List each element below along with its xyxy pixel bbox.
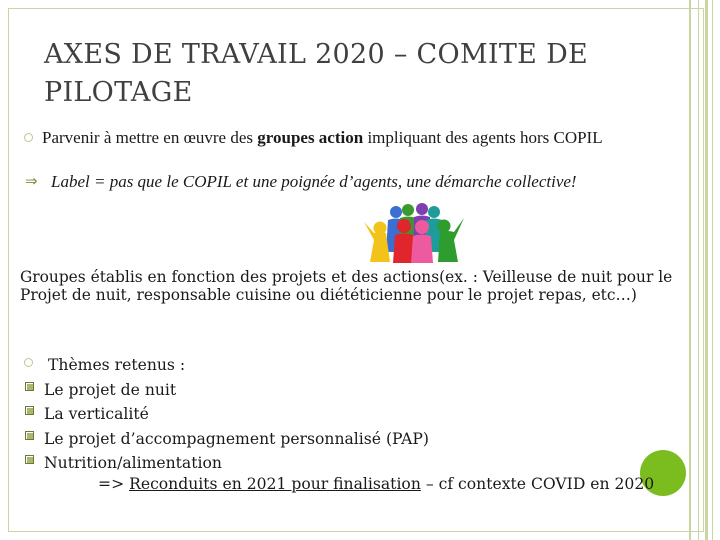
decor-rail	[705, 0, 708, 540]
theme-item: Nutrition/alimentation	[44, 454, 222, 472]
decor-rail	[698, 0, 699, 540]
circle-bullet-icon	[24, 133, 33, 142]
point-prefix: Parvenir à mettre en œuvre des	[42, 128, 258, 147]
final-suffix: – cf contexte COVID en 2020	[420, 475, 655, 493]
square-bullet-icon	[25, 406, 34, 415]
point-bold: groupes action	[257, 128, 364, 147]
point-suffix: impliquant des agents hors COPIL	[363, 128, 603, 147]
double-arrow-icon: ⇒	[25, 172, 38, 190]
square-bullet-icon	[25, 455, 34, 464]
circle-bullet-icon	[24, 358, 33, 367]
point-groupes-action	[42, 128, 682, 147]
slide-title: AXES DE TRAVAIL 2020 – COMITE DE PILOTAGE	[44, 39, 589, 108]
groups-description: Groupes établis en fonction des projets et des actions(ex. : Veilleuse de nuit pour le Projet de nuit, responsable cuisine ou diététicienne pour le projet repas, etc…)	[20, 268, 673, 304]
theme-item: Le projet de nuit	[44, 380, 177, 399]
people-group-icon	[362, 200, 466, 264]
square-bullet-icon	[25, 431, 34, 440]
themes-heading: Thèmes retenus :	[48, 356, 186, 374]
final-prefix: =>	[98, 475, 130, 493]
square-bullet-icon	[25, 382, 34, 391]
final-note	[98, 475, 654, 494]
themes-list	[44, 353, 688, 476]
theme-item: Le projet d’accompagnement personnalisé (PAP)	[44, 429, 429, 448]
person-figure-yellow	[364, 222, 390, 263]
theme-item: La verticalité	[44, 405, 149, 423]
person-figure-green-right	[438, 218, 465, 262]
final-underlined: Reconduits en 2021 pour finalisation	[129, 475, 421, 493]
label-collective: Label = pas que le COPIL et une poignée d’agents, une démarche collective!	[51, 172, 577, 191]
decor-rail	[712, 0, 713, 540]
